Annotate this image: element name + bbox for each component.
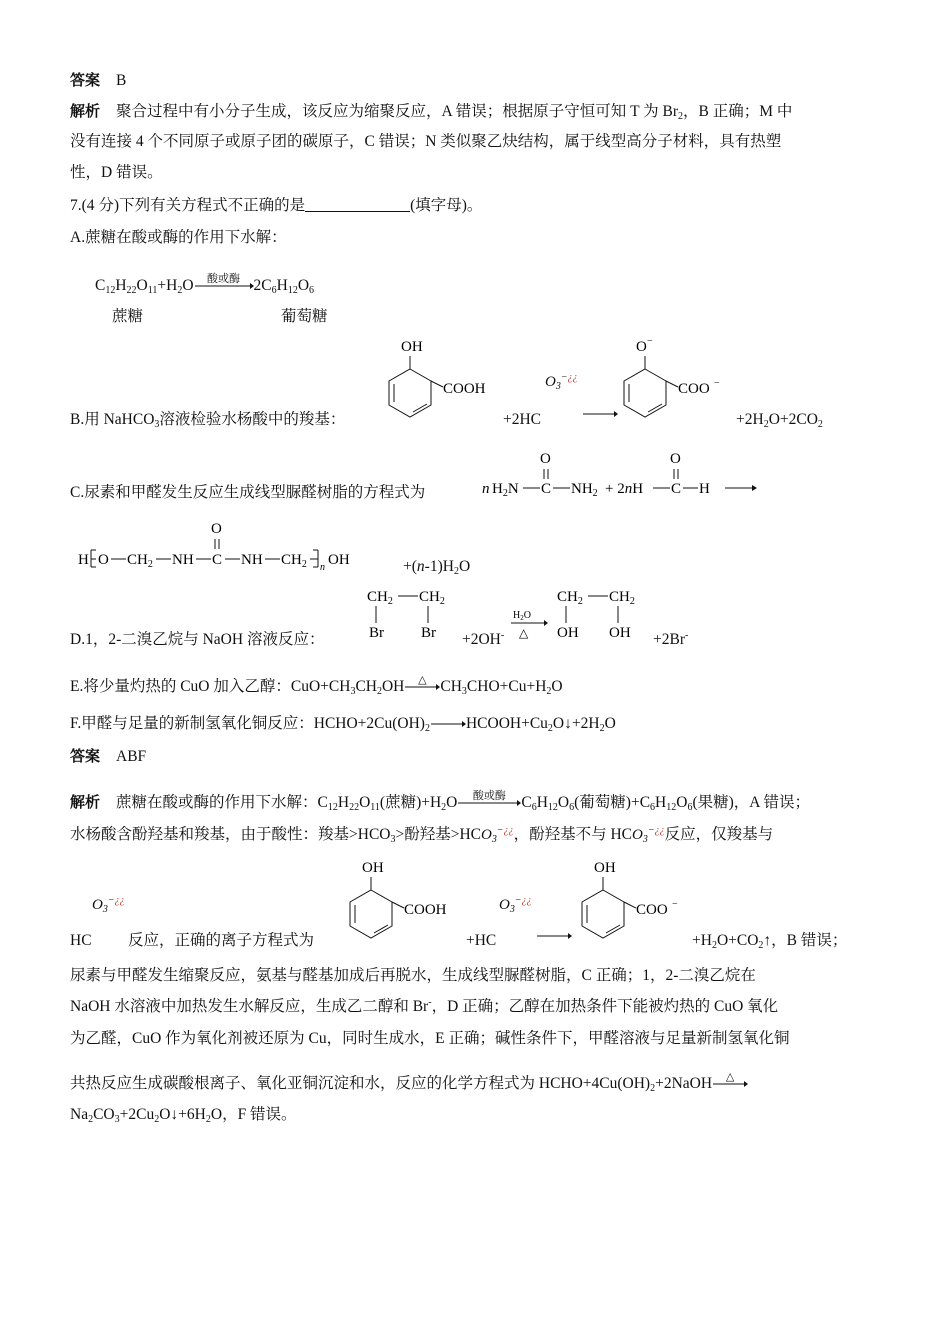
svg-text:n: n <box>482 481 490 497</box>
svg-text:OH: OH <box>362 860 384 876</box>
svg-text:O: O <box>211 521 222 537</box>
option-a-equation: $C_{12}H_{22}O_{11}+H_2O$ 酸或酶 $2C_6H_{12}O_6$ <box>95 273 315 296</box>
svg-text:CH2: $CH_2$ <box>367 589 393 607</box>
svg-text:C: C <box>212 552 223 568</box>
svg-text:Br: Br <box>369 625 384 641</box>
explanation-7-line-2: 水杨酸含酚羟基和羧基，由于酸性：羧基$>HCO_3>$酚羟基$>HCO_3^{-¿¿}$，酚羟基不与 $HCO_3^{-¿¿}$反应，仅羧基与 <box>70 825 774 845</box>
ethylene-glycol-structure <box>555 585 655 650</box>
option-c-text: C.尿素和甲醛发生反应生成线型脲醛树脂的方程式为 <box>70 484 426 501</box>
svg-text:COO: COO <box>636 902 668 918</box>
explanation-arrow <box>536 926 572 946</box>
svg-text:NH2: $NH_2$ <box>571 481 598 498</box>
glucose-label: 葡萄糖 <box>281 308 328 325</box>
svg-text:OH: OH <box>609 625 631 641</box>
explanation-7-line-7: 共热反应生成碳酸根离子、氧化亚铜沉淀和水，反应的化学方程式为 $HCHO+4Cu(OH)_2+2NaOH$ △ <box>70 1074 748 1094</box>
salicylic-acid-structure <box>375 335 505 440</box>
bicarbonate-ion-b: $O_3^{-¿¿}$ <box>545 372 578 392</box>
svg-text:−: − <box>672 899 678 910</box>
question-7-stem: 7.(4 分)下列有关方程式不正确的是 (填字母)。 <box>70 197 483 214</box>
svg-text:COOH: COOH <box>443 381 486 397</box>
explanation-7-line-6: 为乙醛，CuO 作为氧化剂被还原为 Cu，同时生成水，E 正确；碱性条件下，甲醛溶液与足量新制氢氧化铜 <box>70 1030 790 1047</box>
explanation-6-line-2: 没有连接 4 个不同原子或原子团的碳原子，C 错误；N 类似聚乙炔结构，属于线型高分子材料，具有热塑 <box>70 133 782 150</box>
svg-text:CH2: $CH_2$ <box>557 589 583 607</box>
option-d-reactant: +2OH- <box>462 630 505 648</box>
svg-text:H2N: $H_2N$ <box>492 481 519 498</box>
option-d-text: D.1，2-二溴乙烷与 NaOH 溶液反应： <box>70 631 325 648</box>
option-c-tail: $+(n-1)H_2O$ <box>403 558 471 577</box>
option-f-text: F.甲醛与足量的新制氢氧化铜反应：$HCHO+2Cu(OH)_2$ $HCOOH+Cu_2O↓+2H_2O$ <box>70 715 616 734</box>
svg-text:△: △ <box>519 626 529 640</box>
explanation-7-line-8: $Na_2CO_3+2Cu_2O↓+6H_2O$，F 错误。 <box>70 1106 297 1125</box>
svg-text:+ 2nH: + 2nH <box>605 481 644 497</box>
answer-value: ABF <box>116 748 147 765</box>
svg-text:O: O <box>540 451 551 467</box>
explanation-7-line-5: NaOH 水溶液中加热发生水解反应，生成乙二醇和 Br-，D 正确；乙醇在加热条件下能被灼热的 CuO 氧化 <box>70 997 779 1015</box>
answer-6 <box>70 70 126 91</box>
option-d-arrow <box>510 605 550 650</box>
bicarbonate-ion-exp-2: $O_3^{-¿¿}$ <box>499 895 532 915</box>
explanation-6-line-1: 解析 聚合过程中有小分子生成，该反应为缩聚反应，A 错误；根据原子守恒可知 T 为 $Br_2$，B 正确；M 中 <box>70 102 793 122</box>
svg-text:O: O <box>670 451 681 467</box>
svg-text:H: H <box>78 552 89 568</box>
option-d-product: +2Br- <box>653 630 689 648</box>
explanation-7-line-3d: $+H_2O+CO_2↑$，B 错误； <box>692 932 848 951</box>
bicarbonate-ion-exp: $O_3^{-¿¿}$ <box>92 895 125 915</box>
svg-text:COO: COO <box>678 381 710 397</box>
explanation-label: 解析 <box>70 793 101 811</box>
svg-text:OH: OH <box>594 860 616 876</box>
svg-text:Br: Br <box>421 625 436 641</box>
explanation-7-line-1: 解析 蔗糖在酸或酶的作用下水解：$C_{12}H_{22}O_{11}$(蔗糖)$+H_2O$ 酸或酶 $C_6H_{12}O_6$(葡萄糖)$+C_6H_{12}O_6$(果糖)，A 错误； <box>70 790 810 813</box>
option-b-text: B.用 NaHCO$_3$溶液检验水杨酸中的羧基： <box>70 411 346 430</box>
svg-text:O: O <box>636 339 647 355</box>
answer-label: 答案 <box>70 747 101 765</box>
salicylate-structure <box>610 335 740 440</box>
urea-formaldehyde-reactants <box>480 443 770 503</box>
salicylate-structure-exp <box>568 856 698 961</box>
svg-text:OH: OH <box>328 552 350 568</box>
svg-text:NH: NH <box>241 552 263 568</box>
answer-label: 答案 <box>70 71 101 89</box>
explanation-7-line-3a: HC <box>70 932 92 949</box>
answer-7 <box>70 746 146 767</box>
svg-text:C: C <box>671 481 682 497</box>
svg-text:H: H <box>699 481 710 497</box>
svg-text:CH2: $CH_2$ <box>127 552 153 570</box>
svg-text:−: − <box>714 378 720 389</box>
explanation-7-line-3b: 反应，正确的离子方程式为 <box>128 932 315 949</box>
svg-text:OH: OH <box>557 625 579 641</box>
svg-text:n: n <box>320 562 325 573</box>
explanation-6-line-3: 性，D 错误。 <box>70 164 163 181</box>
answer-value: B <box>116 72 127 89</box>
explanation-7-line-3c: +HC <box>466 932 497 949</box>
svg-text:CH2: $CH_2$ <box>281 552 307 570</box>
svg-text:CH2: $CH_2$ <box>419 589 445 607</box>
svg-text:O: O <box>98 552 109 568</box>
svg-text:C: C <box>541 481 552 497</box>
option-b-reactant: +2HC <box>503 411 542 428</box>
option-b-products: $+2H_2O+2CO_2$ <box>736 411 823 430</box>
svg-text:NH: NH <box>172 552 194 568</box>
svg-text:H2O: $H_2O$ <box>513 610 531 622</box>
dibromoethane-structure <box>365 585 465 650</box>
explanation-7-line-4: 尿素与甲醛发生缩聚反应，氨基与醛基加成后再脱水，生成线型脲醛树脂，C 正确；1，2-二溴乙烷在 <box>70 967 756 984</box>
option-e-text: E.将少量灼热的 CuO 加入乙醇：$CuO+CH_3CH_2OH$ △ $CH_3CHO+Cu+H_2O$ <box>70 674 563 697</box>
explanation-label: 解析 <box>70 102 101 120</box>
svg-text:OH: OH <box>401 339 423 355</box>
answer-blank[interactable] <box>305 196 410 212</box>
sucrose-label: 蔗糖 <box>112 308 144 325</box>
svg-text:COOH: COOH <box>404 902 447 918</box>
svg-text:CH2: $CH_2$ <box>609 589 635 607</box>
option-a-text: A.蔗糖在酸或酶的作用下水解： <box>70 229 287 246</box>
svg-text:−: − <box>647 336 653 347</box>
salicylic-acid-structure-exp <box>336 856 466 961</box>
urea-formaldehyde-resin <box>78 515 398 580</box>
